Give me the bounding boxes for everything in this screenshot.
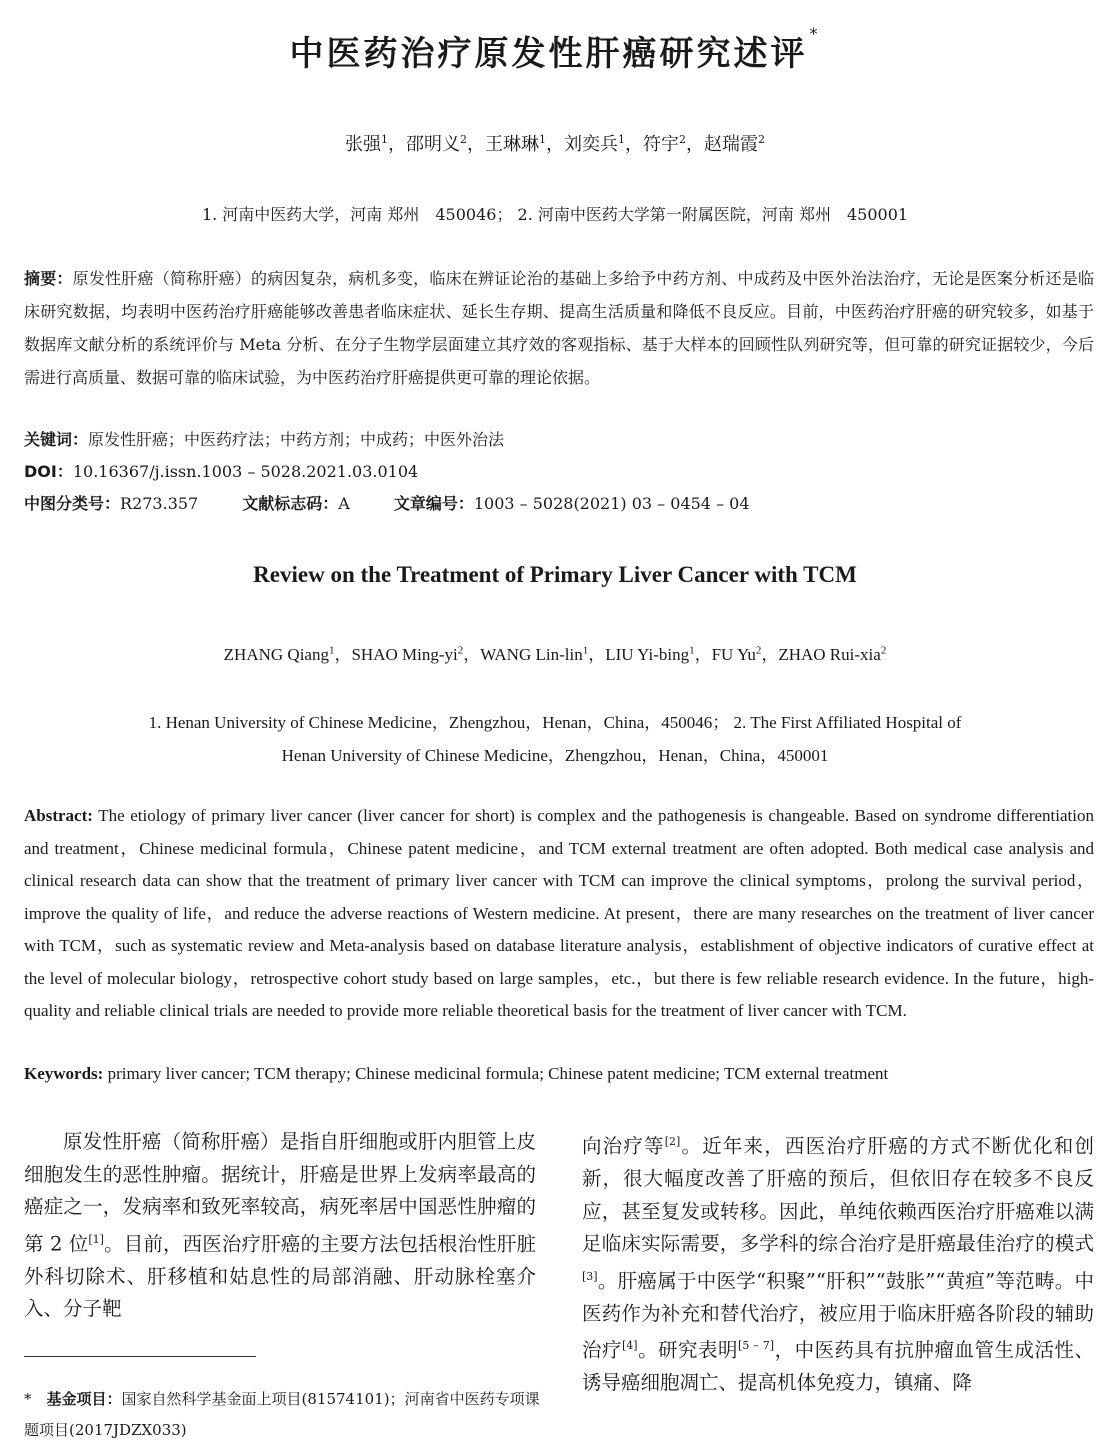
author-affil-mark: 2 xyxy=(758,133,765,146)
affiliations-cn: 1. 河南中医药大学，河南 郑州 450046； 2. 河南中医药大学第一附属医院，河南 郑州 450001 xyxy=(201,205,909,224)
keywords-en xyxy=(24,1062,1094,1086)
doi-line xyxy=(24,460,1094,484)
citation-4[interactable]: [4] xyxy=(621,1339,638,1352)
keywords-cn-label: 关键词： xyxy=(24,430,89,449)
keywords-en-text: primary liver cancer; TCM therapy; Chinese medicinal formula; Chinese patent medicine; TCM external treatment xyxy=(107,1064,889,1083)
keywords-cn-text: 原发性肝癌；中医药疗法；中药方剂；中成药；中医外治法 xyxy=(88,430,505,449)
abstract-en xyxy=(24,800,1094,1028)
author-affil-mark: 1 xyxy=(328,644,335,657)
body-text: 。肝癌属于中医学“积聚”“肝积”“鼓胀”“黄疸”等范畴。中医药作为补充和替代治疗，被应用于临床肝癌各阶段的辅助治疗 xyxy=(582,1269,1094,1362)
title-text: 中医药治疗原发性肝癌研究述评 xyxy=(289,34,808,74)
author: 张强 xyxy=(345,134,381,155)
author-en: ZHANG Qiang xyxy=(223,645,329,664)
author-affil-mark: 2 xyxy=(679,133,686,146)
citation-1[interactable]: [1] xyxy=(88,1232,104,1246)
author-en: LIU Yi-bing xyxy=(605,645,690,664)
keywords-cn xyxy=(24,428,1094,452)
doc-code-value: A xyxy=(338,494,350,513)
author-affil-mark: 1 xyxy=(381,133,388,146)
title-footnote-mark: * xyxy=(809,24,821,43)
citation-2[interactable]: [2] xyxy=(664,1135,681,1148)
footnote-rule xyxy=(24,1356,256,1357)
authors-en: ZHANG Qiang$^1$，SHAO Ming-$yi^2$，WANG Lin-lin$^1$，LIU Yi-bing$^1$，FU Yu$^2$，ZHAO Rui-xia$^2$ xyxy=(223,644,887,664)
affiliations-en-line2: Henan University of Chinese Medicine，Zhengzhou，Henan，China，450001 xyxy=(281,746,829,765)
paper-title xyxy=(0,26,1110,75)
funding-footnote xyxy=(24,1384,540,1446)
doi-value: 10.16367/j.issn.1003 – 5028.2021.03.0104 xyxy=(72,462,419,481)
keywords-en-label: Keywords: xyxy=(24,1064,104,1083)
authors-cn: 张强$^1$，邵明义$^2$，王琳琳$^1$，刘奕兵$^1$，符宇$^2$，赵瑞霞$^2$ xyxy=(345,133,765,155)
body-text: ，中医药具有抗肿瘤血管生成活性、诱导癌细胞凋亡、提高机体免疫力，镇痛、降 xyxy=(582,1338,1094,1394)
body-text: 。近年来，西医治疗肝癌的方式不断优化和创新，很大幅度改善了肝癌的预后，但依旧存在较多不良反应，甚至复发或转移。因此，单纯依赖西医治疗肝癌难以满足临床实际需要，多学科的综合治疗是肝癌最佳治疗的模式 xyxy=(582,1134,1094,1255)
author-affil-mark: 1 xyxy=(689,644,695,657)
clc-label: 中图分类号： xyxy=(24,494,121,513)
author-en: WANG Lin-lin xyxy=(480,645,583,664)
author-affil-mark: 1 xyxy=(618,133,625,146)
author-affil-mark: 1 xyxy=(539,133,546,146)
abstract-en-text: The etiology of primary liver cancer (liver cancer for short) is complex and the pathogenesis is changeable. Based on syndrome differentiation and treatment，Chinese medicinal formula，Chinese patent medicine，and TCM external treatment are often adopted. Both medical case analysis and clinical research data can show that the treatment of primary liver cancer with TCM can improve the clinical symptoms，prolong the survival period，improve the quality of life，and reduce the adverse reactions of Western medicine. At present，there are many researches on the treatment of liver cancer with TCM，such as systematic review and Meta-analysis based on database literature analysis，establishment of objective indicators of curative effect at the level of molecular biology，retrospective cohort study based on large samples，etc.，but there is few reliable research evidence. In the future，high-quality and reliable clinical trials are needed to provide more reliable theoretical basis for the treatment of liver cancer with TCM. xyxy=(24,806,1094,1020)
citation-5-7[interactable]: [5 – 7] xyxy=(738,1339,775,1352)
author-affil-mark: 2 xyxy=(880,644,887,657)
author: 赵瑞霞 xyxy=(704,134,758,155)
title-en: Review on the Treatment of Primary Liver Cancer with TCM xyxy=(253,562,857,587)
abstract-en-label: Abstract: xyxy=(24,806,93,825)
body-paragraph-1: 原发性肝癌（简称肝癌）是指自肝细胞或肝内胆管上皮细胞发生的恶性肿瘤。据统计，肝癌是世界上发病率最高的癌症之一，发病率和致死率较高，病死率居中国恶性肿瘤的第 2 位 xyxy=(24,1130,536,1255)
affiliations-en xyxy=(0,706,1110,772)
author-affil-mark: 1 xyxy=(582,644,589,657)
classification-line xyxy=(24,492,1094,516)
author: 邵明义 xyxy=(406,134,460,155)
citation-3[interactable]: [3] xyxy=(582,1269,598,1283)
author-affil-mark: 2 xyxy=(755,644,762,657)
author-affil-mark: 2 xyxy=(457,644,464,657)
article-no-label: 文章编号： xyxy=(393,494,474,513)
clc-value: R273.357 xyxy=(120,494,199,513)
author-en: FU Yu xyxy=(711,645,756,664)
author: 刘奕兵 xyxy=(564,134,618,155)
author: 王琳琳 xyxy=(485,134,539,155)
footnote-mark: * xyxy=(24,1390,32,1408)
body-column-right xyxy=(582,1126,1094,1400)
body-text: 。研究表明 xyxy=(637,1338,739,1362)
body-text: 向治疗等 xyxy=(582,1134,665,1158)
body-paragraph-1-cont: 。目前，西医治疗肝癌的主要方法包括根治性肝脏外科切除术、肝移植和姑息性的局部消融、肝动脉栓塞介入、分子靶 xyxy=(24,1232,536,1320)
author-en: ZHAO Rui-xia xyxy=(778,645,881,664)
author-affil-mark: 2 xyxy=(460,133,467,146)
abstract-cn-text: 原发性肝癌（简称肝癌）的病因复杂，病机多变，临床在辨证论治的基础上多给予中药方剂、中成药及中医外治法治疗，无论是医案分析还是临床研究数据，均表明中医药治疗肝癌能够改善患者临床症状、延长生存期、提高生活质量和降低不良反应。目前，中医药治疗肝癌的研究较多，如基于数据库文献分析的系统评价与 Meta 分析、在分子生物学层面建立其疗效的客观指标、基于大样本的回顾性队列研究等，但可靠的研究证据较少，今后需进行高质量、数据可靠的临床试验，为中医药治疗肝癌提供更可靠的理论依据。 xyxy=(24,269,1094,387)
doi-label: DOI： xyxy=(24,462,73,481)
footnote-label: 基金项目： xyxy=(46,1390,122,1408)
body-column-left xyxy=(24,1126,536,1326)
abstract-cn xyxy=(24,262,1094,394)
article-no-value: 1003 – 5028(2021) 03 – 0454 – 04 xyxy=(473,494,750,513)
footnote-text: 国家自然科学基金面上项目(81574101)；河南省中医药专项课题项目(2017JDZX033) xyxy=(24,1390,540,1439)
affiliations-en-line1: 1. Henan University of Chinese Medicine，Zhengzhou，Henan，China，450046； 2. The First Affiliated Hospital of xyxy=(148,713,962,732)
author-en: SHAO Ming-yi xyxy=(351,645,458,664)
abstract-cn-label: 摘要： xyxy=(24,269,73,288)
doc-code-label: 文献标志码： xyxy=(242,494,339,513)
author: 符宇 xyxy=(643,134,679,155)
